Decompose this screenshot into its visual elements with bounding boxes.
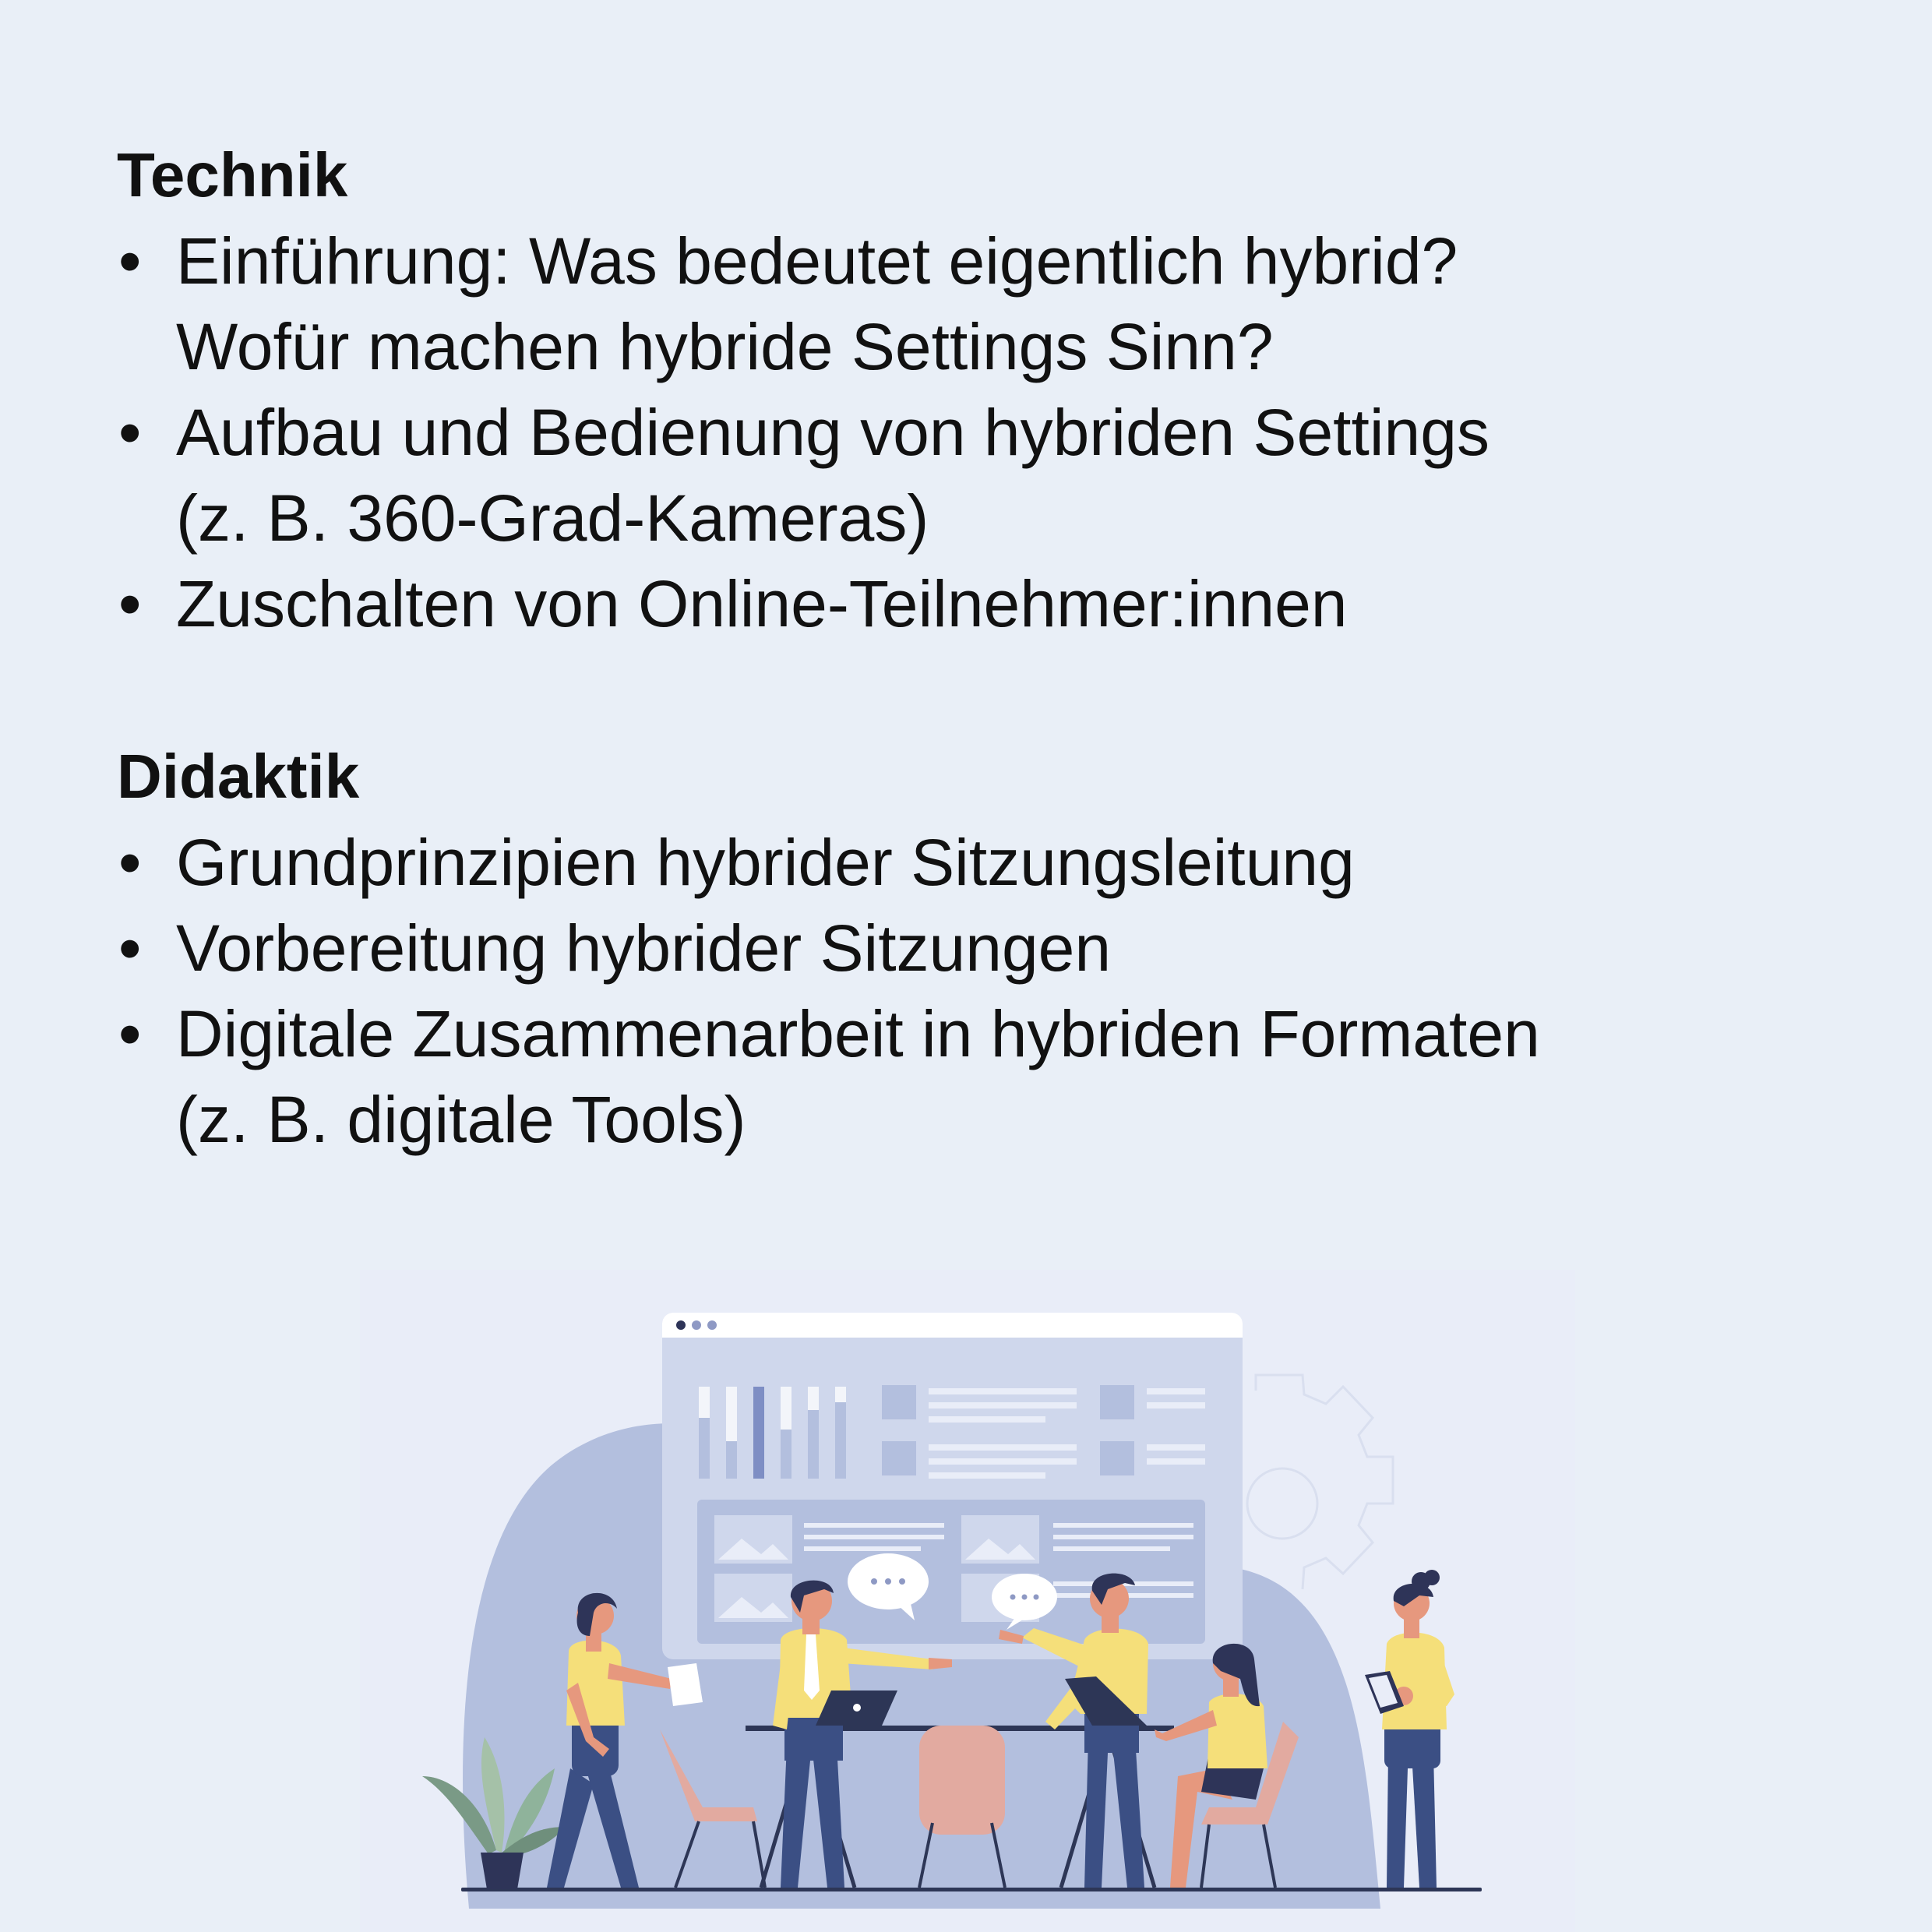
bullet-icon: • bbox=[118, 567, 142, 640]
list-item-line: (z. B. digitale Tools) bbox=[176, 1083, 746, 1156]
bullet-list bbox=[117, 820, 1831, 1162]
section-didaktik bbox=[117, 734, 1831, 1162]
list-item-line: Wofür machen hybride Settings Sinn? bbox=[176, 310, 1274, 383]
list-item-line: (z. B. 360-Grad-Kameras) bbox=[176, 481, 929, 555]
bullet-icon: • bbox=[118, 396, 142, 469]
bullet-icon: • bbox=[118, 997, 142, 1070]
meeting-scene-svg bbox=[360, 1270, 1575, 1932]
list-item-line: Digitale Zusammenarbeit in hybriden Formaten bbox=[176, 997, 1540, 1070]
list-item-line: Vorbereitung hybrider Sitzungen bbox=[176, 911, 1112, 985]
section-title: Didaktik bbox=[117, 742, 360, 811]
section-technik bbox=[117, 132, 1831, 647]
paper-icon bbox=[668, 1663, 703, 1706]
list-item bbox=[117, 905, 1831, 991]
list-item bbox=[117, 991, 1831, 1162]
floor-line bbox=[461, 1888, 1482, 1891]
list-item bbox=[117, 561, 1831, 647]
list-item bbox=[117, 390, 1831, 561]
window-dot-icon bbox=[676, 1320, 686, 1330]
bullet-icon: • bbox=[118, 224, 142, 298]
bullet-icon: • bbox=[118, 826, 142, 899]
dashboard-window bbox=[662, 1313, 1243, 1659]
bullet-list bbox=[117, 218, 1831, 647]
team-meeting-illustration bbox=[360, 1270, 1575, 1932]
window-dot-icon bbox=[692, 1320, 701, 1330]
section-title: Technik bbox=[117, 140, 348, 210]
bullet-icon: • bbox=[118, 911, 142, 985]
list-item bbox=[117, 218, 1831, 390]
list-item-line: Zuschalten von Online-Teilnehmer:innen bbox=[176, 567, 1348, 640]
window-dot-icon bbox=[707, 1320, 717, 1330]
agenda-content bbox=[117, 132, 1831, 1162]
list-item-line: Aufbau und Bedienung von hybriden Settings bbox=[176, 396, 1490, 469]
list-item-line: Einführung: Was bedeutet eigentlich hybrid? bbox=[176, 224, 1458, 298]
list-item-line: Grundprinzipien hybrider Sitzungsleitung bbox=[176, 826, 1355, 899]
list-item bbox=[117, 820, 1831, 905]
